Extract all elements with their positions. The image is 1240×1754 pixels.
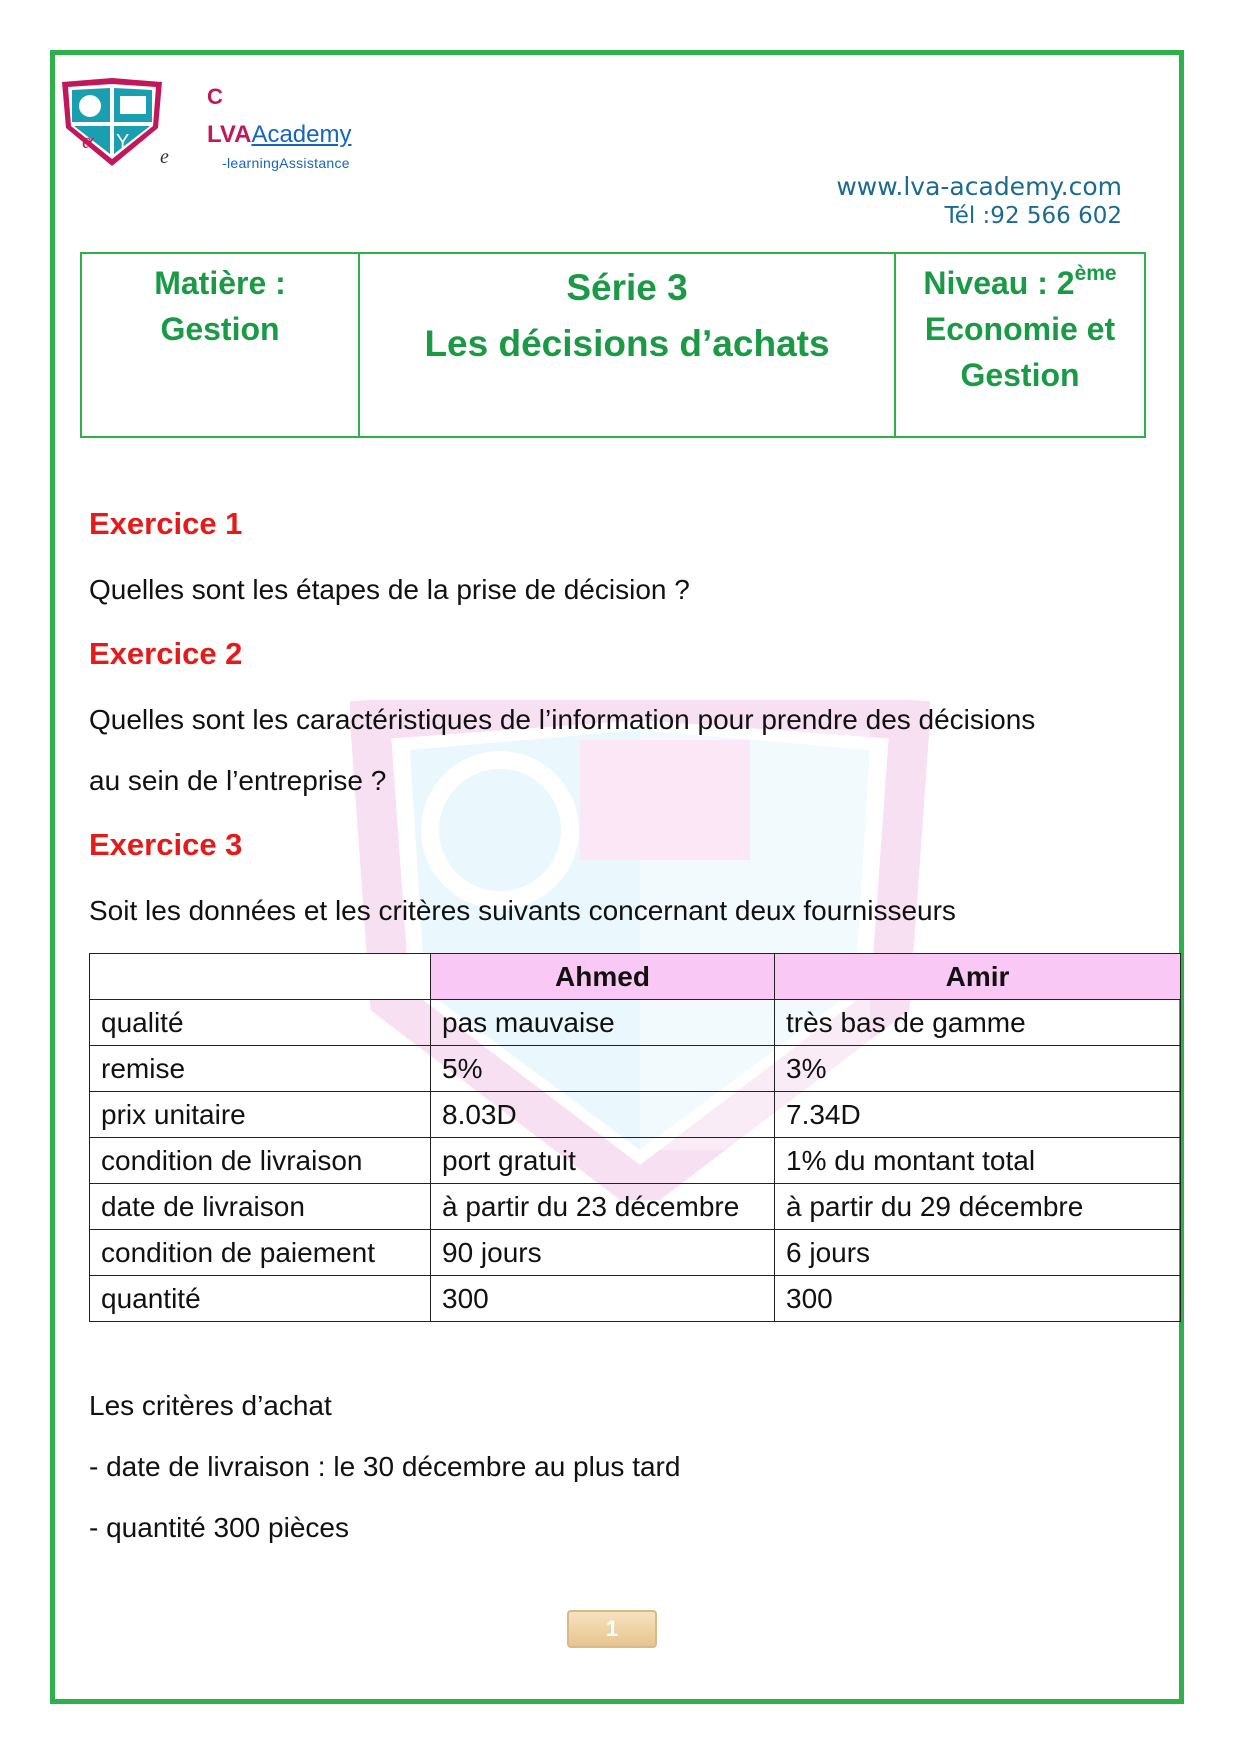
lva-logo-icon [58,78,166,168]
phone-text: Tél :92 566 602 [944,203,1122,229]
criteria-item: - date de livraison : le 30 décembre au plus tard [89,1451,681,1482]
suppliers-table [89,953,1181,1322]
criteria-title: Les critères d’achat [89,1390,332,1421]
table-cell: très bas de gamme [775,1000,1181,1046]
table-row [90,1046,1181,1092]
exercise-1-title: Exercice 1 [89,506,243,541]
table-cell: 90 jours [431,1230,775,1276]
subject-label: Matière : [154,265,286,301]
svg-text:Y: Y [116,131,130,153]
exercise-1-text: Quelles sont les étapes de la prise de décision ? [89,574,690,605]
table-row [90,1230,1181,1276]
level-line1 [897,260,1143,306]
table-cell: 3% [775,1046,1181,1092]
series-title: Série 3 [566,267,688,308]
table-cell: 300 [431,1276,775,1322]
exercise-3-title: Exercice 3 [89,827,243,862]
table-row [90,1138,1181,1184]
table-cell: 6 jours [775,1230,1181,1276]
table-cell: remise [90,1046,431,1092]
table-row [90,1092,1181,1138]
subject-cell [81,253,359,437]
page-title: Les décisions d’achats [424,323,830,364]
table-cell: qualité [90,1000,431,1046]
table-cell: à partir du 29 décembre [775,1184,1181,1230]
table-row [90,1184,1181,1230]
brand-subtitle: -learningAssistance [222,155,350,171]
table-header-amir: Amir [775,954,1181,1000]
level-label: Niveau : 2 [923,265,1075,301]
level-sup: ème [1074,262,1117,285]
brand-letter-e: e [160,146,169,168]
level-cell [895,253,1145,437]
subject-value: Gestion [160,311,280,347]
table-cell: prix unitaire [90,1092,431,1138]
brand-letter-c: C [207,84,223,109]
table-cell: 8.03D [431,1092,775,1138]
brand-name-lva: LVA [207,121,252,148]
page-number-badge: 1 [567,1610,657,1648]
svg-text:α: α [82,128,94,153]
table-cell: date de livraison [90,1184,431,1230]
table-header-row [90,954,1181,1000]
exercise-3-text: Soit les données et les critères suivants concernant deux fournisseurs [89,895,956,926]
exercise-2-text-line2: au sein de l’entreprise ? [89,765,387,796]
brand-name [207,121,351,149]
exercise-2-text-line1: Quelles sont les caractéristiques de l’information pour prendre des décisions [89,704,1036,735]
brand-name-academy: Academy [251,121,352,148]
table-cell: à partir du 23 décembre [431,1184,775,1230]
table-cell: 300 [775,1276,1181,1322]
header-table [80,252,1146,438]
table-cell: pas mauvaise [431,1000,775,1046]
exercise-2-title: Exercice 2 [89,636,243,671]
table-header-ahmed: Ahmed [431,954,775,1000]
table-row [90,1000,1181,1046]
level-line2: Economie et [924,311,1116,347]
level-line3: Gestion [960,357,1080,393]
table-cell: 1% du montant total [775,1138,1181,1184]
table-cell: condition de paiement [90,1230,431,1276]
table-cell: 5% [431,1046,775,1092]
criteria-item: - quantité 300 pièces [89,1512,349,1543]
table-cell: port gratuit [431,1138,775,1184]
table-cell: condition de livraison [90,1138,431,1184]
table-header-blank [90,954,431,1000]
table-row [90,1276,1181,1322]
table-cell: 7.34D [775,1092,1181,1138]
title-cell [359,253,895,437]
website-text: www.lva-academy.com [836,172,1122,201]
table-cell: quantité [90,1276,431,1322]
